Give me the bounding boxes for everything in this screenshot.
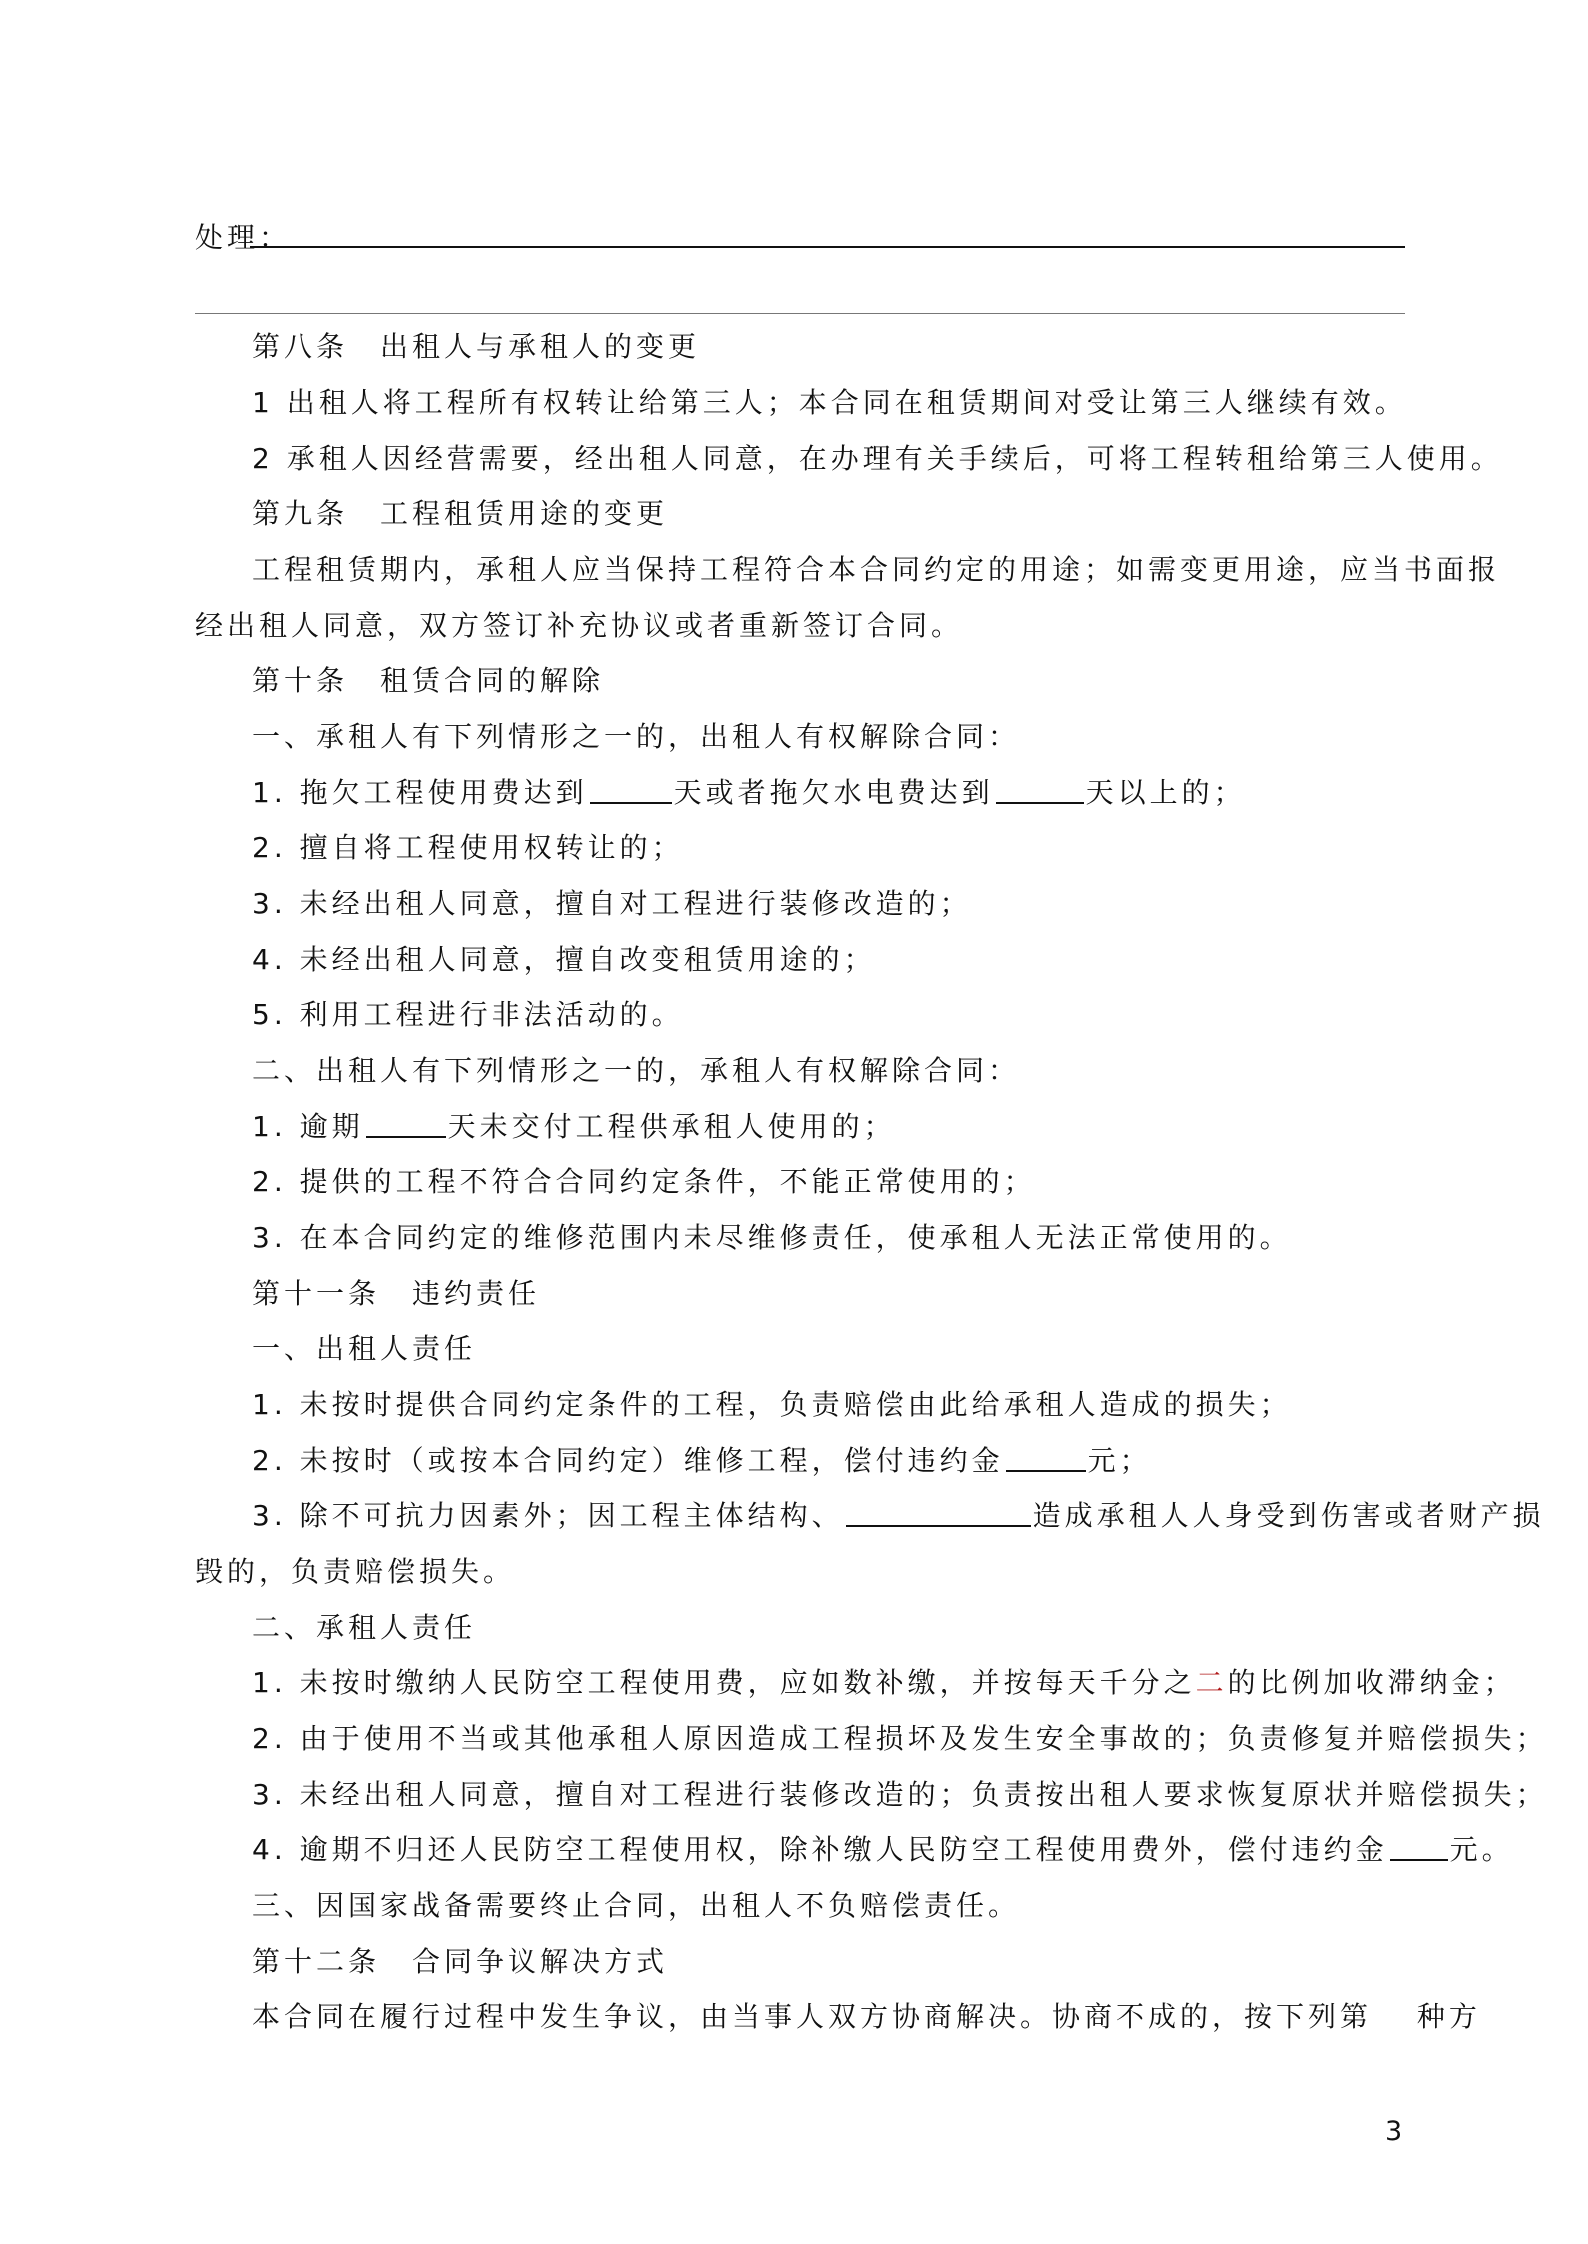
article-10-part-2-item-1 (195, 1107, 1405, 1147)
item-text: 1. 拖欠工程使用费达到 (252, 776, 588, 809)
article-9-text-line-1: 工程租赁期内，承租人应当保持工程符合本合同约定的用途；如需变更用途，应当书面报 (252, 553, 1501, 586)
article-8-clause-2: 2 承租人因经营需要，经出租人同意，在办理有关手续后，可将工程转租给第三人使用。 (252, 442, 1503, 475)
blank-field[interactable] (1390, 1831, 1448, 1861)
article-10-part-2-item-2: 2. 提供的工程不符合合同约定条件，不能正常使用的； (252, 1165, 1036, 1198)
item-text: 2. 未按时（或按本合同约定）维修工程，偿付违约金 (252, 1444, 1004, 1477)
item-text: 1. 未按时缴纳人民防空工程使用费，应如数补缴，并按每天千分之 (252, 1666, 1196, 1699)
handling-label: 处理： (195, 221, 292, 254)
article-10-part-1-item-2: 2. 擅自将工程使用权转让的； (252, 831, 684, 864)
article-12-text-line-1: 本合同在履行过程中发生争议，由当事人双方协商解决。协商不成的，按下列第 种方 (252, 2000, 1481, 2033)
item-text: 天以上的； (1085, 776, 1246, 809)
item-text: 天未交付工程供承租人使用的； (447, 1110, 896, 1143)
section-divider (195, 313, 1405, 314)
article-11-part-1-item-1: 1. 未按时提供合同约定条件的工程，负责赔偿由此给承租人造成的损失； (252, 1388, 1292, 1421)
blank-field[interactable] (1006, 1442, 1086, 1472)
article-11-heading: 第十一条 违约责任 (252, 1277, 541, 1310)
article-9-text-line-2: 经出租人同意，双方签订补充协议或者重新签订合同。 (195, 609, 964, 642)
handling-underline (250, 246, 1405, 248)
item-text: 元； (1087, 1444, 1152, 1477)
item-text: 天或者拖欠水电费达到 (673, 776, 994, 809)
article-10-part-2-heading: 二、出租人有下列情形之一的，承租人有权解除合同： (252, 1054, 1021, 1087)
article-11-part-2-item-1 (195, 1663, 1516, 1703)
article-10-part-1-item-1 (195, 773, 1405, 813)
article-10-part-1-item-3: 3. 未经出租人同意，擅自对工程进行装修改造的； (252, 887, 972, 920)
highlighted-text: 二 (1195, 1666, 1228, 1699)
blank-field[interactable] (846, 1497, 1031, 1527)
article-9-heading: 第九条 工程租赁用途的变更 (252, 497, 669, 530)
article-10-part-2-item-3: 3. 在本合同约定的维修范围内未尽维修责任，使承租人无法正常使用的。 (252, 1221, 1292, 1254)
article-11-part-1-heading: 一、出租人责任 (252, 1332, 477, 1365)
article-11-part-1-item-3-line-2: 毁的，负责赔偿损失。 (195, 1555, 516, 1588)
blank-field[interactable] (590, 774, 672, 804)
article-10-part-1-item-4: 4. 未经出租人同意，擅自改变租赁用途的； (252, 943, 876, 976)
article-11-part-1-item-2 (195, 1441, 1405, 1481)
article-10-heading: 第十条 租赁合同的解除 (252, 664, 605, 697)
article-10-part-1-item-5: 5. 利用工程进行非法活动的。 (252, 998, 684, 1031)
article-10-part-1-heading: 一、承租人有下列情形之一的，出租人有权解除合同： (252, 720, 1021, 753)
article-8-clause-1: 1 出租人将工程所有权转让给第三人；本合同在租赁期间对受让第三人继续有效。 (252, 386, 1407, 419)
item-text: 元。 (1449, 1833, 1514, 1866)
article-11-part-2-item-2: 2. 由于使用不当或其他承租人原因造成工程损坏及发生安全事故的；负责修复并赔偿损失； (252, 1722, 1548, 1755)
article-11-part-2-item-4 (195, 1830, 1514, 1870)
item-text: 造成承租人人身受到伤害或者财产损 (1032, 1499, 1545, 1532)
blank-field[interactable] (366, 1108, 446, 1138)
article-12-heading: 第十二条 合同争议解决方式 (252, 1945, 669, 1978)
item-text: 的比例加收滞纳金； (1227, 1666, 1516, 1699)
article-11-part-1-item-3-line-1 (195, 1496, 1545, 1536)
handling-field (195, 218, 1405, 258)
article-8-heading: 第八条 出租人与承租人的变更 (252, 330, 701, 363)
item-text: 1. 逾期 (252, 1110, 364, 1143)
item-text: 3. 除不可抗力因素外；因工程主体结构、 (252, 1499, 844, 1532)
blank-field[interactable] (996, 774, 1084, 804)
article-11-part-2-heading: 二、承租人责任 (252, 1611, 477, 1644)
article-11-part-3: 三、因国家战备需要终止合同，出租人不负赔偿责任。 (252, 1889, 1021, 1922)
article-11-part-2-item-3: 3. 未经出租人同意，擅自对工程进行装修改造的；负责按出租人要求恢复原状并赔偿损失； (252, 1778, 1548, 1811)
item-text: 4. 逾期不归还人民防空工程使用权，除补缴人民防空工程使用费外，偿付违约金 (252, 1833, 1388, 1866)
page-number: 3 (1385, 2116, 1403, 2147)
